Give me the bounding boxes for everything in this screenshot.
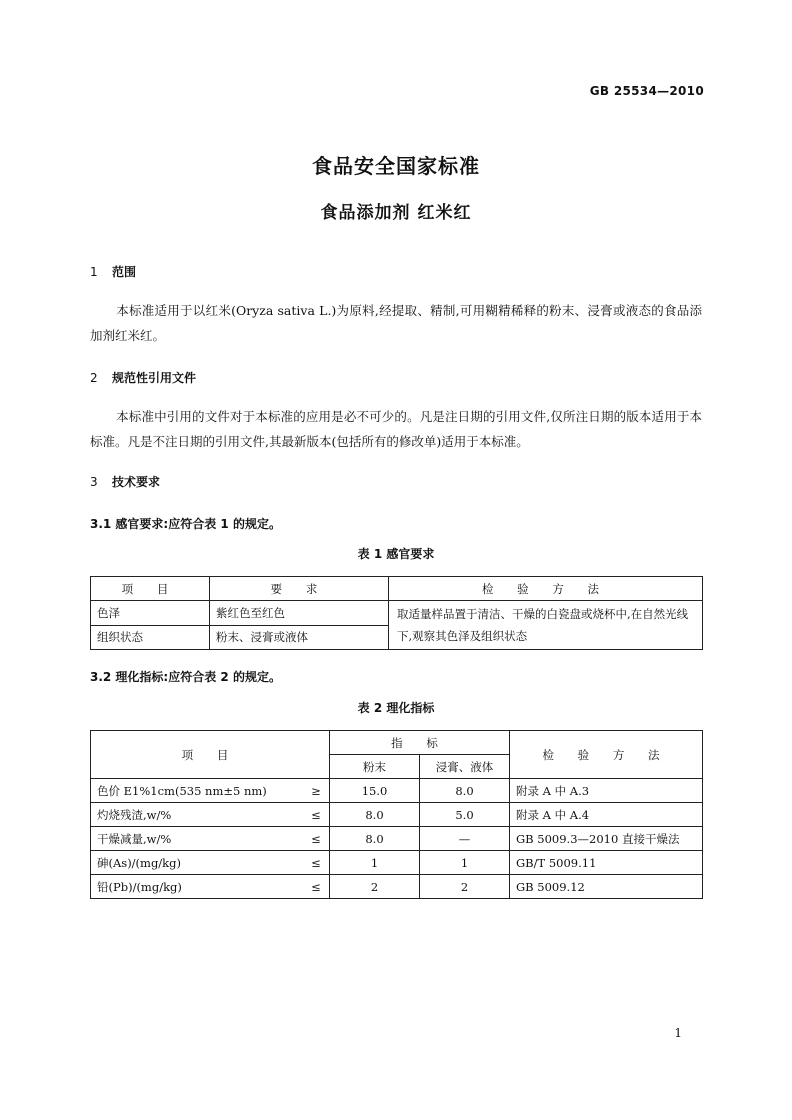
section-number: 3 (90, 475, 98, 489)
cell-item: 色价 E1%1cm(535 nm±5 nm) (91, 779, 304, 803)
table-header-row (91, 577, 703, 601)
section-1-heading (90, 263, 136, 280)
cell-item: 色泽 (91, 601, 210, 626)
cell-item: 组织状态 (91, 625, 210, 650)
cell-method: GB/T 5009.11 (510, 851, 703, 875)
cell-method: 取适量样品置于清洁、干燥的白瓷盘或烧杯中,在自然光线下,观察其色泽及组织状态 (389, 601, 703, 650)
cell-paste: 5.0 (420, 803, 510, 827)
cell-paste: 2 (420, 875, 510, 899)
section-3-heading (90, 473, 160, 490)
table-row (91, 827, 703, 851)
header-requirement: 要 求 (210, 577, 389, 601)
section-title: 范围 (112, 265, 137, 279)
table-row (91, 601, 703, 626)
cell-powder: 8.0 (330, 827, 420, 851)
paragraph-text: 本标准适用于以红米(Oryza sativa L.)为原料,经提取、精制,可用糊精稀释的粉末、浸膏或液态的食品添加剂红米红。 (90, 303, 702, 343)
table-row (91, 851, 703, 875)
table-header-row (91, 731, 703, 755)
header-item: 项 目 (91, 577, 210, 601)
header-paste: 浸膏、液体 (420, 755, 510, 779)
cell-paste: — (420, 827, 510, 851)
section-1-paragraph (90, 298, 702, 348)
cell-requirement: 粉末、浸膏或液体 (210, 625, 389, 650)
cell-method: GB 5009.3—2010 直接干燥法 (510, 827, 703, 851)
table-1-caption: 表 1 感官要求 (357, 547, 435, 561)
cell-sign: ≤ (303, 875, 330, 899)
header-method: 检 验 方 法 (389, 577, 703, 601)
section-number: 2 (90, 371, 98, 385)
section-2-paragraph (90, 404, 702, 454)
cell-sign: ≥ (303, 779, 330, 803)
header-powder: 粉末 (330, 755, 420, 779)
cell-powder: 8.0 (330, 803, 420, 827)
cell-powder: 1 (330, 851, 420, 875)
cell-sign: ≤ (303, 827, 330, 851)
section-title: 规范性引用文件 (112, 371, 197, 385)
table-row (91, 779, 703, 803)
header-item: 项 目 (91, 731, 330, 779)
cell-paste: 8.0 (420, 779, 510, 803)
cell-sign: ≤ (303, 803, 330, 827)
cell-powder: 2 (330, 875, 420, 899)
cell-method: 附录 A 中 A.4 (510, 803, 703, 827)
paragraph-text: 本标准中引用的文件对于本标准的应用是必不可少的。凡是注日期的引用文件,仅所注日期的版本适用于本标准。凡是不注日期的引用文件,其最新版本(包括所有的修改单)适用于本标准。 (90, 409, 702, 449)
table-row (91, 803, 703, 827)
cell-item: 砷(As)/(mg/kg) (91, 851, 304, 875)
table-2-caption: 表 2 理化指标 (357, 701, 435, 715)
standard-code: GB 25534—2010 (589, 84, 704, 98)
cell-item: 铅(Pb)/(mg/kg) (91, 875, 304, 899)
table-2-physicochemical (90, 730, 703, 899)
cell-item: 干燥减量,w/% (91, 827, 304, 851)
section-number: 1 (90, 265, 98, 279)
header-method: 检 验 方 法 (510, 731, 703, 779)
section-2-heading (90, 369, 196, 386)
table-row (91, 875, 703, 899)
cell-sign: ≤ (303, 851, 330, 875)
subsection-3-1: 3.1 感官要求:应符合表 1 的规定。 (90, 517, 281, 531)
header-index: 指 标 (330, 731, 510, 755)
page-number: 1 (674, 1026, 682, 1040)
cell-paste: 1 (420, 851, 510, 875)
document-subtitle: 食品添加剂 红米红 (320, 203, 472, 223)
section-title: 技术要求 (112, 475, 161, 489)
table-1-sensory (90, 576, 703, 650)
cell-method: 附录 A 中 A.3 (510, 779, 703, 803)
document-title: 食品安全国家标准 (312, 154, 480, 178)
cell-requirement: 紫红色至红色 (210, 601, 389, 626)
cell-method: GB 5009.12 (510, 875, 703, 899)
cell-powder: 15.0 (330, 779, 420, 803)
subsection-3-2: 3.2 理化指标:应符合表 2 的规定。 (90, 670, 281, 684)
cell-item: 灼烧残渣,w/% (91, 803, 304, 827)
